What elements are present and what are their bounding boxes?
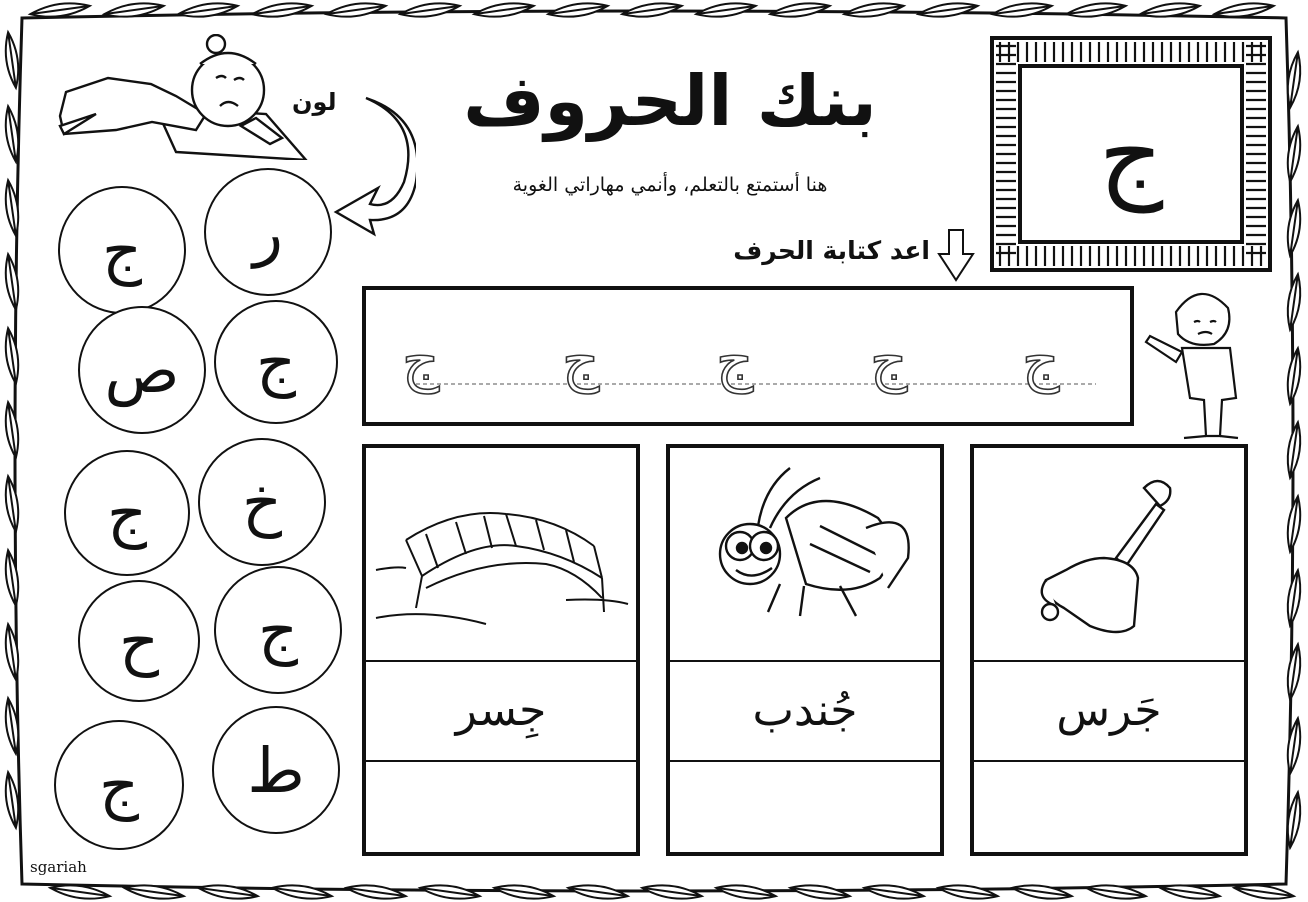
card-writing-space[interactable]: [670, 762, 940, 856]
card-word: جُندب: [670, 660, 940, 762]
boy-drawing-icon: [56, 34, 322, 160]
card-word: جَرس: [974, 660, 1244, 762]
trace-letter[interactable]: ج: [716, 326, 754, 394]
grasshopper-icon: [670, 448, 940, 658]
letter-circle[interactable]: ص: [78, 306, 206, 434]
color-instruction: لون: [292, 88, 337, 116]
letter-circle[interactable]: ح: [78, 580, 200, 702]
letter-circle[interactable]: ج: [214, 566, 342, 694]
card-word: جِسر: [366, 660, 636, 762]
rewrite-instruction: اعد كتابة الحرف: [733, 236, 930, 265]
card-picture: [670, 448, 940, 662]
letter-circle[interactable]: ج: [54, 720, 184, 850]
letter-circle[interactable]: ر: [204, 168, 332, 296]
letter-circle[interactable]: ج: [214, 300, 338, 424]
trace-letter[interactable]: ج: [870, 326, 908, 394]
bridge-icon: [366, 448, 636, 658]
down-arrow-icon: [936, 228, 976, 284]
card-writing-space[interactable]: [366, 762, 636, 856]
card-picture: [974, 448, 1244, 662]
word-card-bell: [970, 444, 1248, 856]
word-card-grasshopper: [666, 444, 944, 856]
card-writing-space[interactable]: [974, 762, 1244, 856]
word-card-bridge: [362, 444, 640, 856]
trace-letter[interactable]: ج: [402, 326, 440, 394]
page-title: بنك الحروف: [463, 60, 877, 142]
letter-tracing-row[interactable]: [362, 286, 1134, 426]
letter-circle[interactable]: ج: [58, 186, 186, 314]
trace-letter[interactable]: ج: [562, 326, 600, 394]
boy-pointing-icon: [1140, 282, 1260, 442]
credit-text: sgariah: [30, 858, 87, 876]
trace-letter[interactable]: ج: [1022, 326, 1060, 394]
bell-icon: [974, 448, 1244, 658]
featured-letter: ج: [1098, 95, 1164, 213]
letter-circle[interactable]: ط: [212, 706, 340, 834]
card-picture: [366, 448, 636, 662]
letter-circle[interactable]: ج: [64, 450, 190, 576]
letter-circle[interactable]: خ: [198, 438, 326, 566]
curved-arrow-icon: [330, 92, 416, 240]
page-subtitle: هنا أستمتع بالتعلم، وأنمي مهاراتي الغوية: [512, 174, 828, 196]
